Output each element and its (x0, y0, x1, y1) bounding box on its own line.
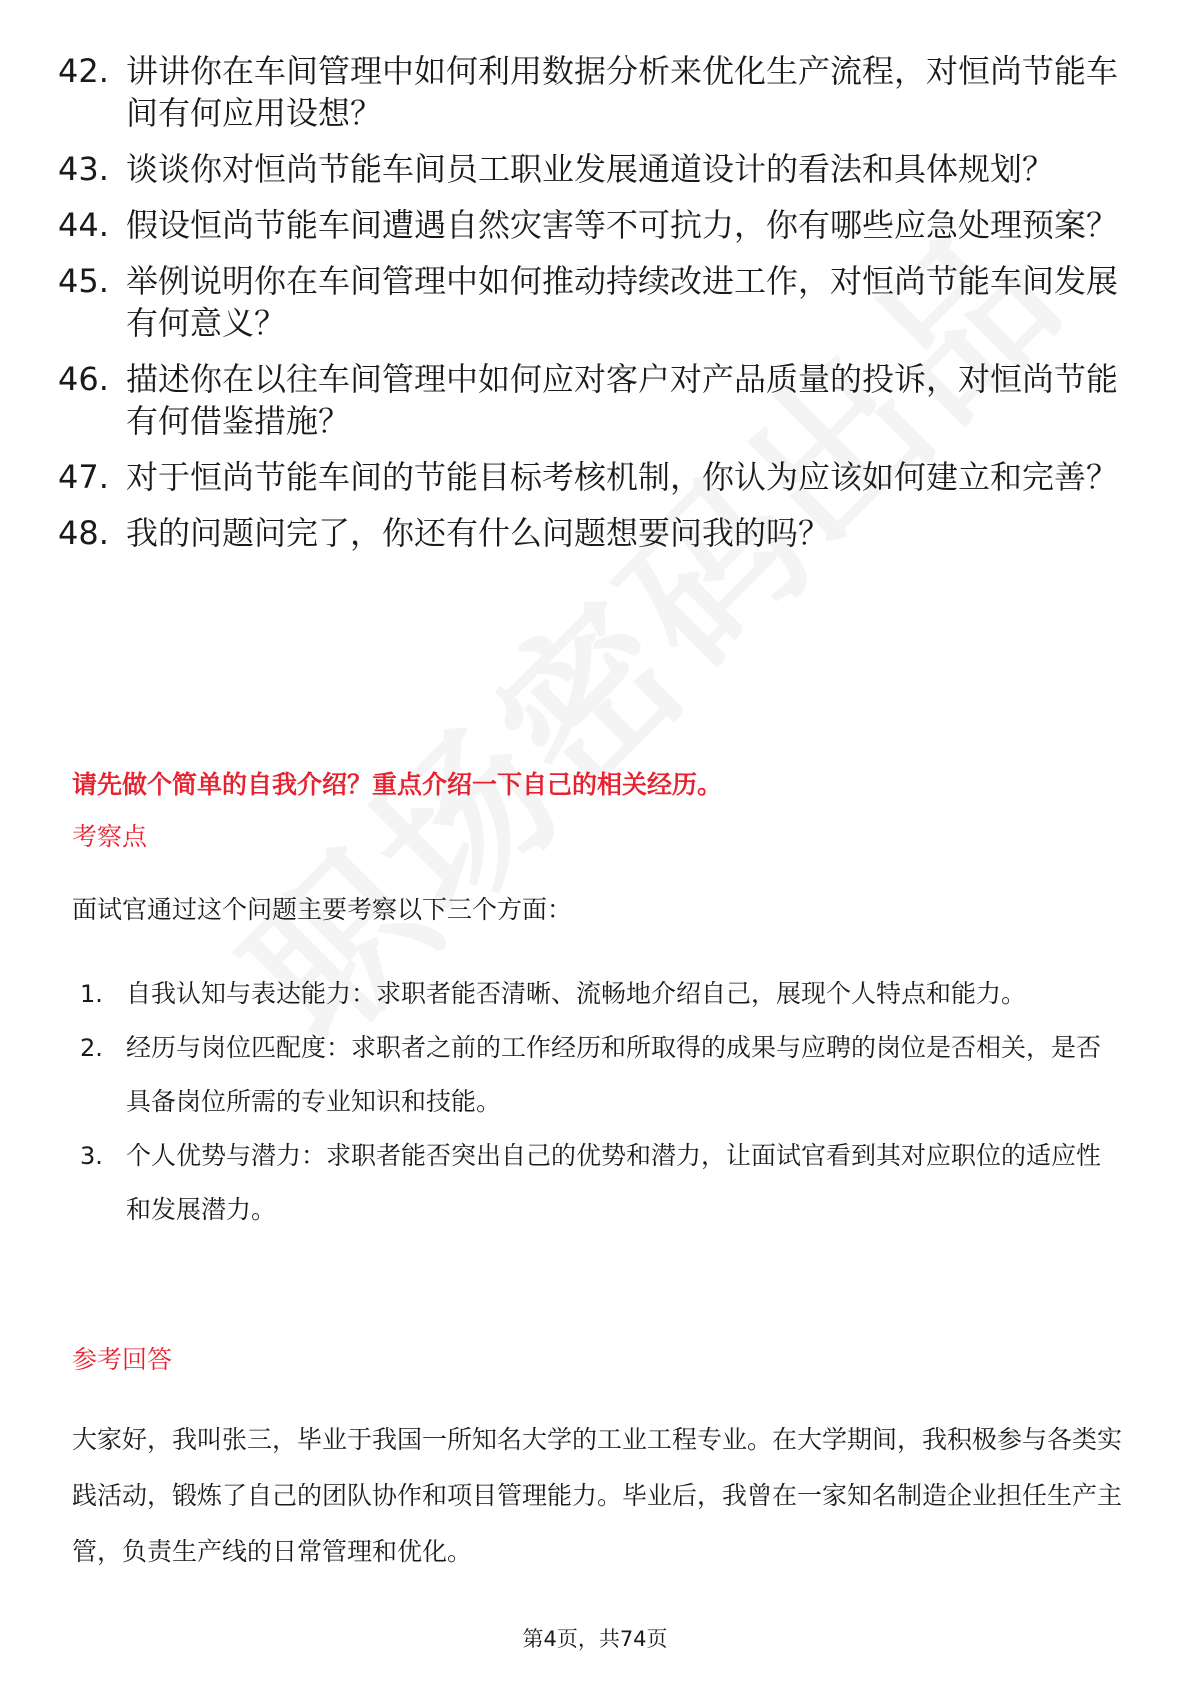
question-list (58, 50, 1138, 568)
question-number: 43. (58, 150, 109, 188)
point-number: 2. (80, 1034, 103, 1062)
list-item (58, 50, 1138, 134)
question-text: 谈谈你对恒尚节能车间员工职业发展通道设计的看法和具体规划？ (126, 150, 1055, 188)
question-number: 42. (58, 52, 109, 90)
page-footer: 第4页，共74页 (522, 1627, 668, 1651)
question-number: 48. (58, 514, 109, 552)
question-number: 47. (58, 458, 109, 496)
list-item (58, 512, 1138, 554)
question-text: 假设恒尚节能车间遭遇自然灾害等不可抗力，你有哪些应急处理预案？ (126, 206, 1119, 244)
question-text: 对于恒尚节能车间的节能目标考核机制，你认为应该如何建立和完善？ (126, 458, 1119, 496)
question-text: 描述你在以往车间管理中如何应对客户对产品质量的投诉，对恒尚节能有何借鉴措施？ (126, 360, 1119, 440)
points-list (80, 967, 1120, 1237)
section-title: 请先做个简单的自我介绍？重点介绍一下自己的相关经历。 (72, 770, 723, 799)
question-number: 44. (58, 206, 109, 244)
list-item (58, 260, 1138, 344)
answer-heading: 参考回答 (72, 1345, 173, 1374)
question-text: 我的问题问完了，你还有什么问题想要问我的吗？ (126, 514, 831, 552)
question-number: 45. (58, 262, 109, 300)
list-item (80, 1021, 1120, 1129)
point-text: 自我认知与表达能力：求职者能否清晰、流畅地介绍自己，展现个人特点和能力。 (126, 979, 1027, 1008)
question-number: 46. (58, 360, 109, 398)
list-item (80, 967, 1120, 1021)
kaocha-intro: 面试官通过这个问题主要考察以下三个方面： (72, 895, 573, 924)
list-item (58, 358, 1138, 442)
answer-text: 大家好，我叫张三，毕业于我国一所知名大学的工业工程专业。在大学期间，我积极参与各类实践活动，锻炼了自己的团队协作和项目管理能力。毕业后，我曾在一家知名制造企业担任生产主管，负责生产线的日常管理和优化。 (72, 1425, 1123, 1566)
kaocha-heading: 考察点 (72, 822, 148, 851)
list-item (58, 456, 1138, 498)
point-number: 1. (80, 980, 103, 1008)
question-text: 讲讲你在车间管理中如何利用数据分析来优化生产流程，对恒尚节能车间有何应用设想？ (126, 52, 1119, 132)
point-text: 个人优势与潜力：求职者能否突出自己的优势和潜力，让面试官看到其对应职位的适应性和发展潜力。 (126, 1141, 1102, 1224)
point-text: 经历与岗位匹配度：求职者之前的工作经历和所取得的成果与应聘的岗位是否相关，是否具备岗位所需的专业知识和技能。 (126, 1033, 1102, 1116)
question-text: 举例说明你在车间管理中如何推动持续改进工作，对恒尚节能车间发展有何意义？ (126, 262, 1119, 342)
list-item (80, 1129, 1120, 1237)
point-number: 3. (80, 1142, 103, 1170)
list-item (58, 204, 1138, 246)
list-item (58, 148, 1138, 190)
